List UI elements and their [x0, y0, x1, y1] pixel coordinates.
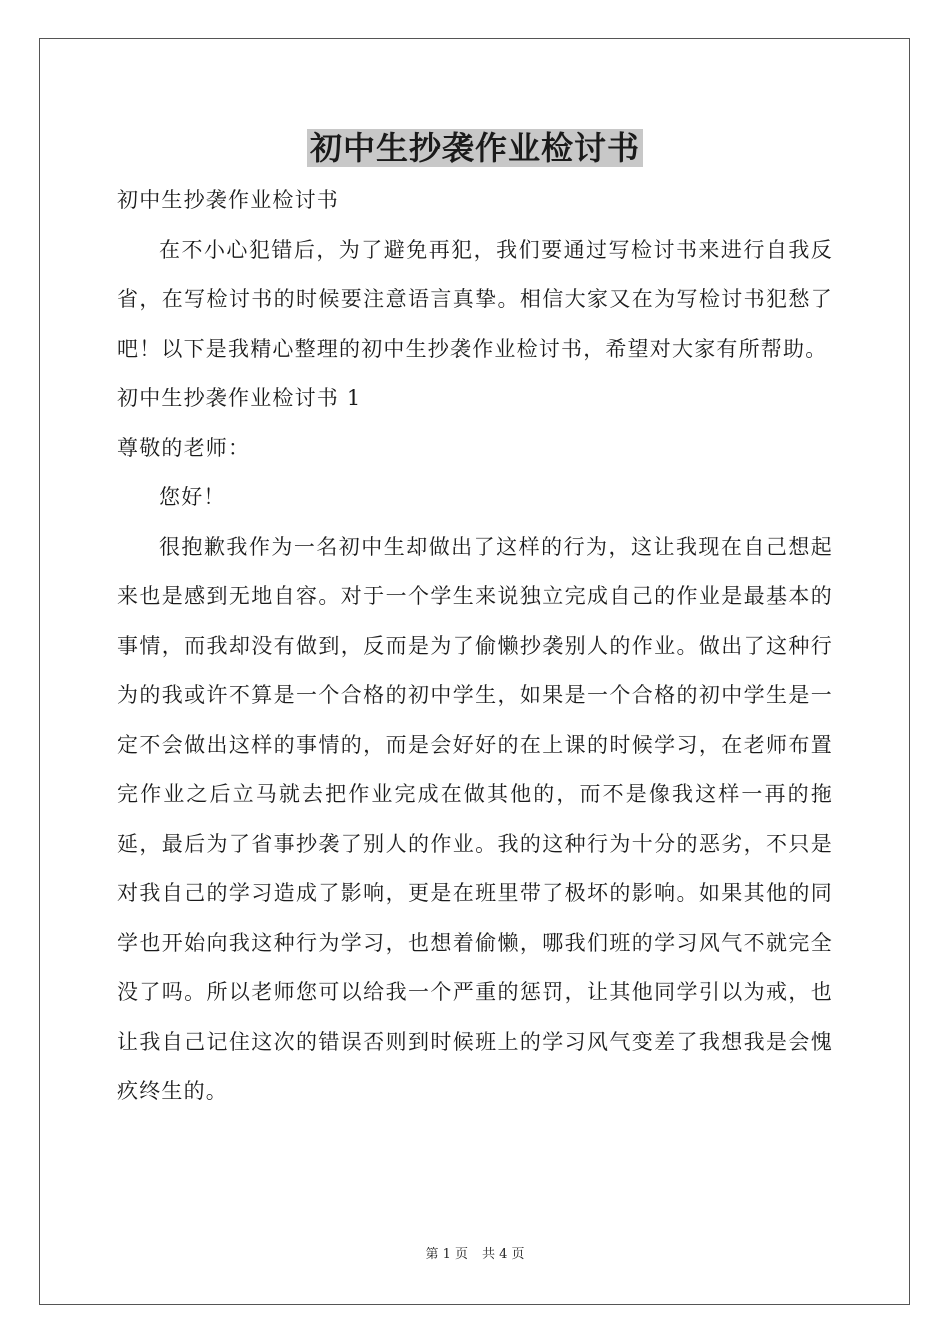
page-footer	[0, 1245, 950, 1265]
section-heading: 初中生抄袭作业检讨书 1	[117, 386, 362, 410]
body-paragraph: 很抱歉我作为一名初中生却做出了这样的行为，这让我现在自己想起来也是感到无地自容。对于一个学生来说独立完成自己的作业是最基本的事情，而我却没有做到，反而是为了偷懒抄袭别人的作业。做出了这种行为的我或许不算是一个合格的初中学生，如果是一个合格的初中学生是一定不会做出这样的事情的，而是会好好的在上课的时候学习，在老师布置完作业之后立马就去把作业完成在做其他的，而不是像我这样一再的拖延，最后为了省事抄袭了别人的作业。我的这种行为十分的恶劣，不只是对我自己的学习造成了影响，更是在班里带了极坏的影响。如果其他的同学也开始向我这种行为学习，也想着偷懒，哪我们班的学习风气不就完全没了吗。所以老师您可以给我一个严重的惩罚，让其他同学引以为戒，也让我自己记住这次的错误否则到时候班上的学习风气变差了我想我是会愧疚终生的。	[117, 534, 833, 1103]
intro-paragraph: 在不小心犯错后，为了避免再犯，我们要通过写检讨书来进行自我反省，在写检讨书的时候要注意语言真挚。相信大家又在为写检讨书犯愁了吧！以下是我精心整理的初中生抄袭作业检讨书，希望对大家有所帮助。	[117, 237, 833, 361]
salutation: 尊敬的老师：	[117, 435, 251, 460]
subtitle-paragraph: 初中生抄袭作业检讨书	[117, 188, 339, 212]
document-title-text: 初中生抄袭作业检讨书	[307, 129, 643, 167]
document-title	[0, 126, 950, 170]
page-number: 第 1 页	[425, 1247, 468, 1262]
document-body	[117, 176, 833, 1117]
greeting: 您好！	[159, 485, 226, 509]
page-total: 共 4 页	[482, 1247, 525, 1262]
